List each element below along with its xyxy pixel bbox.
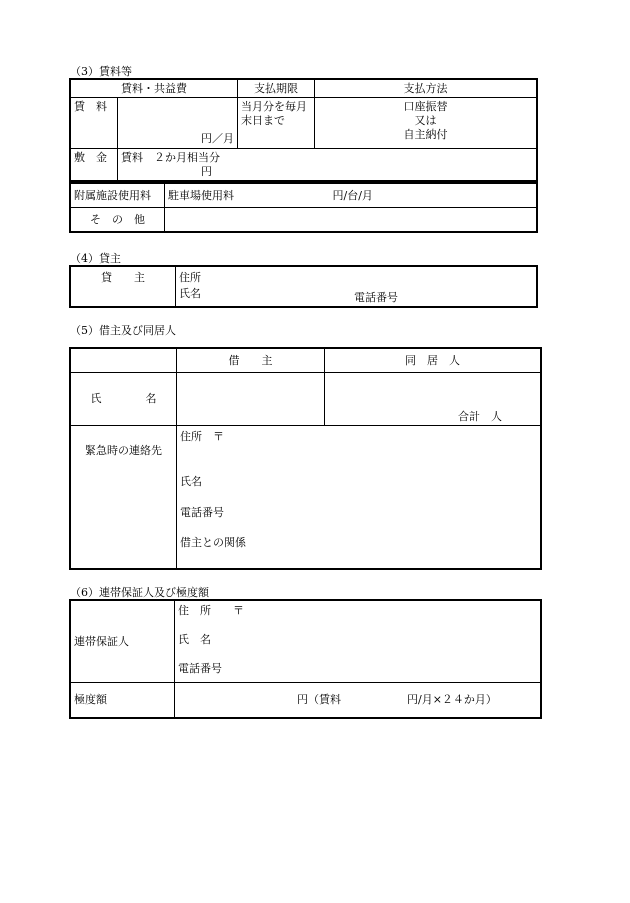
- method-text-2: 又は: [414, 113, 437, 127]
- guarantor-phone-label: 電話番号: [178, 661, 222, 675]
- fee-header: 賃料・共益費: [71, 80, 238, 98]
- rent-section-title: （3）賃料等: [70, 65, 132, 78]
- method-cell: [315, 98, 537, 149]
- other-label: そ の 他: [71, 208, 165, 232]
- deposit-label: 敷 金: [71, 149, 118, 181]
- emergency-label: 緊急時の連絡先: [71, 426, 177, 569]
- deposit-text: 賃料 ２か月相当分: [121, 151, 220, 164]
- landlord-table: [70, 266, 537, 307]
- guarantor-address-label: 住 所 〒: [178, 604, 244, 617]
- rent-amount-cell: [118, 98, 238, 149]
- due-cell: [238, 98, 315, 149]
- deposit-unit: 円: [201, 164, 212, 178]
- tenant-corner-cell: [71, 349, 177, 373]
- rent-table: [70, 79, 537, 181]
- parking-cell: [165, 184, 537, 208]
- guarantor-section-title: （6）連帯保証人及び極度額: [70, 586, 209, 599]
- landlord-info-cell: [176, 267, 537, 307]
- tenant-name-value: [177, 373, 325, 426]
- parking-label: 駐車場使用料: [168, 188, 234, 202]
- tenant-section-title: （5）借主及び同居人: [70, 324, 176, 337]
- landlord-name-label: 氏名: [179, 286, 201, 300]
- emergency-address-label: 住所 〒: [180, 430, 224, 443]
- emergency-info-cell: [177, 426, 541, 569]
- deposit-cell: [118, 149, 537, 181]
- method-text-1: 口座振替: [403, 100, 448, 113]
- emergency-relation-label: 借主との関係: [180, 536, 246, 550]
- other-value: [165, 208, 537, 232]
- cohabitant-column-header: 同 居 人: [325, 349, 541, 373]
- guarantor-label: 連帯保証人: [71, 601, 175, 683]
- guarantor-name-label: 氏 名: [178, 632, 211, 646]
- due-text-2: 末日まで: [241, 113, 285, 127]
- emergency-phone-label: 電話番号: [180, 505, 224, 519]
- landlord-phone-label: 電話番号: [354, 291, 398, 304]
- due-header: 支払期限: [238, 80, 315, 98]
- parking-unit: 円/台/月: [332, 188, 373, 202]
- method-text-3: 自主納付: [403, 127, 448, 141]
- guarantor-info-cell: [175, 601, 541, 683]
- method-header: 支払方法: [315, 80, 537, 98]
- tenant-table: [70, 348, 541, 569]
- landlord-label: 貸 主: [71, 267, 176, 307]
- landlord-section-title: （4）貸主: [70, 252, 121, 265]
- name-row-label: 氏 名: [71, 373, 177, 426]
- facility-table: [70, 183, 537, 232]
- cohabitant-cell: [325, 373, 541, 426]
- due-text-1: 当月分を毎月: [241, 100, 307, 113]
- landlord-address-label: 住所: [179, 271, 201, 284]
- guarantor-table: [70, 600, 541, 718]
- limit-text: 円（賃料 円/月×２４か月）: [297, 693, 497, 707]
- rent-unit: 円／月: [201, 132, 234, 146]
- emergency-name-label: 氏名: [180, 474, 202, 488]
- rent-label: 賃 料: [71, 98, 118, 149]
- facility-label: 附属施設使用料: [71, 184, 165, 208]
- tenant-column-header: 借 主: [177, 349, 325, 373]
- limit-label: 極度額: [71, 683, 175, 718]
- cohabitant-total: 合計 人: [458, 410, 502, 424]
- limit-cell: [175, 683, 541, 718]
